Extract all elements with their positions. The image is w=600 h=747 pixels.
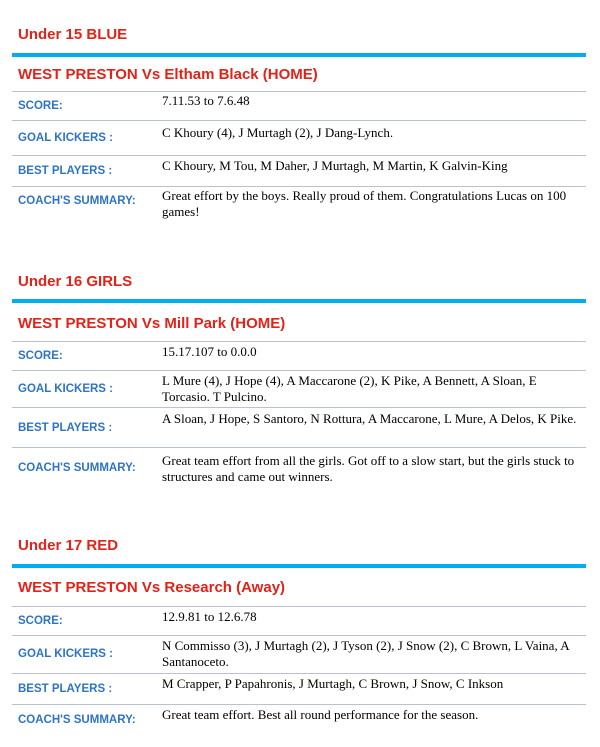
goal-kickers-row [12, 120, 586, 156]
age-group-title: Under 17 RED [18, 537, 119, 554]
divider [12, 299, 586, 303]
score-label: SCORE: [18, 100, 63, 112]
coach-summary-value: Great team effort from all the girls. Got off to a slow start, but the girls stuck to structures and came out winners. [162, 453, 575, 484]
score-value: 7.11.53 to 7.6.48 [162, 93, 250, 108]
coach-summary-row [12, 187, 586, 227]
match-report-u15-blue [12, 0, 586, 250]
goal-kickers-row [12, 635, 586, 674]
best-players-value: A Sloan, J Hope, S Santoro, N Rottura, A Maccarone, L Mure, A Delos, K Pike. [162, 411, 577, 426]
goal-kickers-row [12, 370, 586, 408]
coach-summary-label: COACH'S SUMMARY: [18, 462, 136, 474]
match-report-u16-girls [12, 266, 586, 496]
divider [12, 564, 586, 568]
goal-kickers-value: N Commisso (3), J Murtagh (2), J Tyson (2), J Snow (2), C Brown, L Vaina, A Santanoceto. [162, 638, 569, 669]
goal-kickers-label: GOAL KICKERS : [18, 648, 113, 660]
best-players-row [12, 674, 586, 705]
match-report-u17-red [12, 530, 586, 747]
goal-kickers-label: GOAL KICKERS : [18, 382, 113, 395]
match-title: WEST PRESTON Vs Eltham Black (HOME) [18, 66, 318, 83]
goal-kickers-value: L Mure (4), J Hope (4), A Maccarone (2), K Pike, A Bennett, A Sloan, E Torcasio. T Pulcino. [162, 373, 537, 404]
coach-summary-row [12, 705, 586, 735]
best-players-label: BEST PLAYERS : [18, 421, 113, 434]
score-label: SCORE: [18, 350, 63, 362]
score-row [12, 91, 586, 121]
coach-summary-row [12, 448, 586, 488]
match-title: WEST PRESTON Vs Research (Away) [18, 579, 286, 596]
best-players-value: M Crapper, P Papahronis, J Murtagh, C Brown, J Snow, C Inkson [162, 676, 504, 691]
best-players-value: C Khoury, M Tou, M Daher, J Murtagh, M Martin, K Galvin-King [162, 158, 508, 173]
best-players-label: BEST PLAYERS : [18, 683, 113, 695]
best-players-label: BEST PLAYERS : [18, 165, 113, 177]
goal-kickers-value: C Khoury (4), J Murtagh (2), J Dang-Lynch. [162, 125, 394, 140]
score-row [12, 341, 586, 371]
score-value: 15.17.107 to 0.0.0 [162, 344, 257, 359]
score-label: SCORE: [18, 615, 63, 627]
goal-kickers-label: GOAL KICKERS : [18, 131, 113, 144]
match-title: WEST PRESTON Vs Mill Park (HOME) [18, 315, 286, 332]
score-row [12, 606, 586, 636]
age-group-title: Under 15 BLUE [18, 26, 128, 43]
coach-summary-label: COACH'S SUMMARY: [18, 714, 136, 726]
coach-summary-value: Great effort by the boys. Really proud of them. Congratulations Lucas on 100 games! [162, 188, 567, 219]
best-players-row [12, 408, 586, 448]
best-players-row [12, 156, 586, 187]
coach-summary-label: COACH'S SUMMARY: [18, 195, 136, 207]
age-group-title: Under 16 GIRLS [18, 273, 133, 290]
coach-summary-value: Great team effort. Best all round performance for the season. [162, 707, 479, 722]
divider [12, 53, 586, 57]
score-value: 12.9.81 to 12.6.78 [162, 609, 257, 624]
